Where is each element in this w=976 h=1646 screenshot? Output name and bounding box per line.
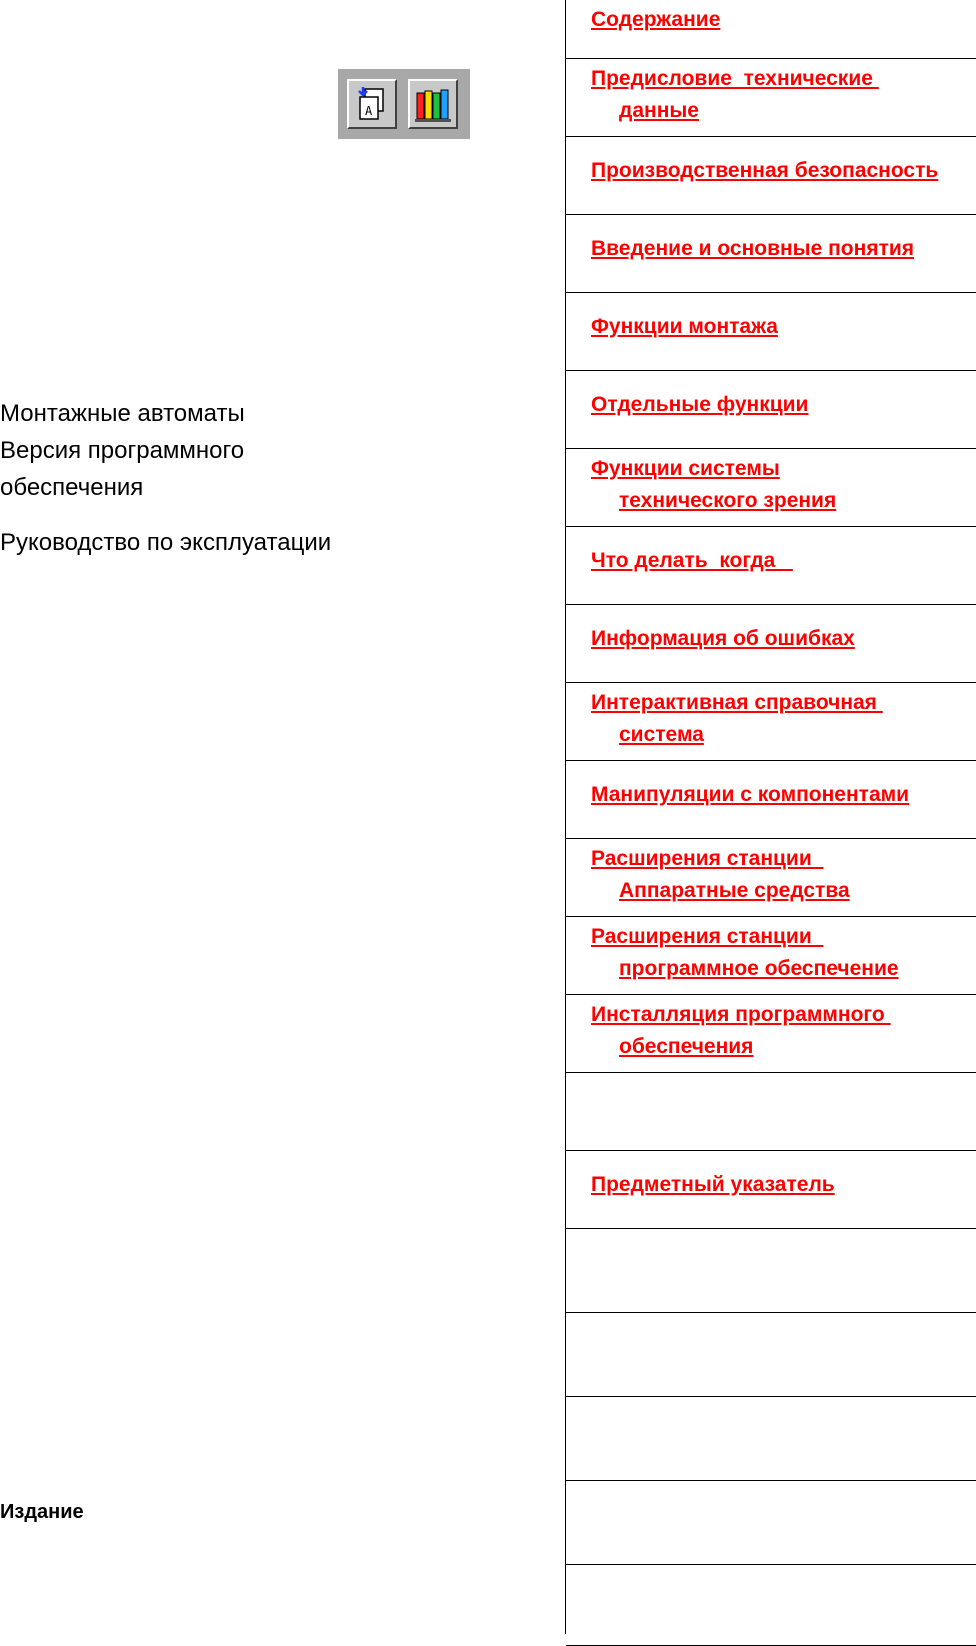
manual-title	[0, 395, 245, 506]
toc-row	[566, 59, 976, 137]
toc-row	[566, 1229, 976, 1313]
toc-row	[566, 293, 976, 371]
toc-link-line-1: Инсталляция программного	[591, 1003, 891, 1026]
toc-link-line-1: Отдельные функции	[591, 393, 809, 416]
books-button[interactable]	[408, 79, 458, 129]
manual-title-line-2: Версия программного	[0, 437, 245, 464]
toc-link-line-2: обеспечения	[619, 1035, 754, 1058]
toc-row	[566, 137, 976, 215]
toc-link-line-2: технического зрения	[619, 489, 837, 512]
page-navigate-icon	[349, 81, 395, 127]
manual-subtitle: Руководство по эксплуатации	[0, 529, 332, 556]
toc-row	[566, 527, 976, 605]
toc-link[interactable]	[591, 545, 976, 577]
toc-row	[566, 371, 976, 449]
toc-link-line-1: Введение и основные понятия	[591, 237, 915, 260]
toc-row	[566, 761, 976, 839]
toc-link[interactable]	[591, 623, 976, 655]
toc-row	[566, 1151, 976, 1229]
manual-title-line-1: Монтажные автоматы	[0, 400, 245, 427]
table-of-contents	[565, 0, 976, 1634]
toc-link[interactable]	[591, 155, 976, 187]
toc-link-line-1: Что делать когда	[591, 549, 793, 572]
toc-link-line-1: Функции системы	[591, 457, 780, 480]
toc-link-line-1: Расширения станции	[591, 847, 824, 870]
toc-link-line-1: Производственная безопасность	[591, 159, 939, 182]
toc-row	[566, 215, 976, 293]
toc-link-line-1: Предметный указатель	[591, 1173, 835, 1196]
toc-row	[566, 1481, 976, 1565]
manual-title-line-3: обеспечения	[0, 474, 144, 501]
toc-row	[566, 1073, 976, 1151]
books-icon	[410, 81, 456, 127]
toolbar	[338, 69, 470, 139]
toc-link-line-1: Содержание	[591, 8, 721, 31]
toc-row	[566, 1397, 976, 1481]
toc-link[interactable]	[591, 999, 976, 1063]
toc-row	[566, 683, 976, 761]
toc-link[interactable]	[591, 687, 976, 751]
toc-link-line-2: система	[619, 723, 704, 746]
toc-link-line-2: данные	[619, 99, 699, 122]
toc-row	[566, 605, 976, 683]
toc-link-line-1: Предисловие технические	[591, 67, 879, 90]
toc-link[interactable]	[591, 921, 976, 985]
toc-link-line-1: Интерактивная справочная	[591, 691, 883, 714]
toc-link-line-2: Аппаратные средства	[619, 879, 850, 902]
toc-link[interactable]	[591, 843, 976, 907]
toc-link[interactable]	[591, 63, 976, 127]
toc-row	[566, 449, 976, 527]
toc-row	[566, 917, 976, 995]
toc-row	[566, 1313, 976, 1397]
toc-link-line-2: программное обеспечение	[619, 957, 899, 980]
toc-row	[566, 839, 976, 917]
toc-link[interactable]	[591, 233, 976, 265]
toc-link-line-1: Манипуляции с компонентами	[591, 783, 910, 806]
toc-link[interactable]	[591, 453, 976, 517]
toc-row	[566, 0, 976, 59]
toc-link[interactable]	[591, 389, 976, 421]
page-navigate-button[interactable]	[347, 79, 397, 129]
edition-label: Издание	[0, 1501, 84, 1523]
toc-link-line-1: Информация об ошибках	[591, 627, 855, 650]
toc-link[interactable]	[591, 1169, 976, 1201]
toc-link[interactable]	[591, 311, 976, 343]
toc-row	[566, 995, 976, 1073]
toc-link-line-1: Расширения станции	[591, 925, 824, 948]
toc-link-line-1: Функции монтажа	[591, 315, 778, 338]
toc-link[interactable]	[591, 779, 976, 811]
toc-link[interactable]	[591, 4, 976, 36]
svg-text:A: A	[365, 104, 373, 118]
